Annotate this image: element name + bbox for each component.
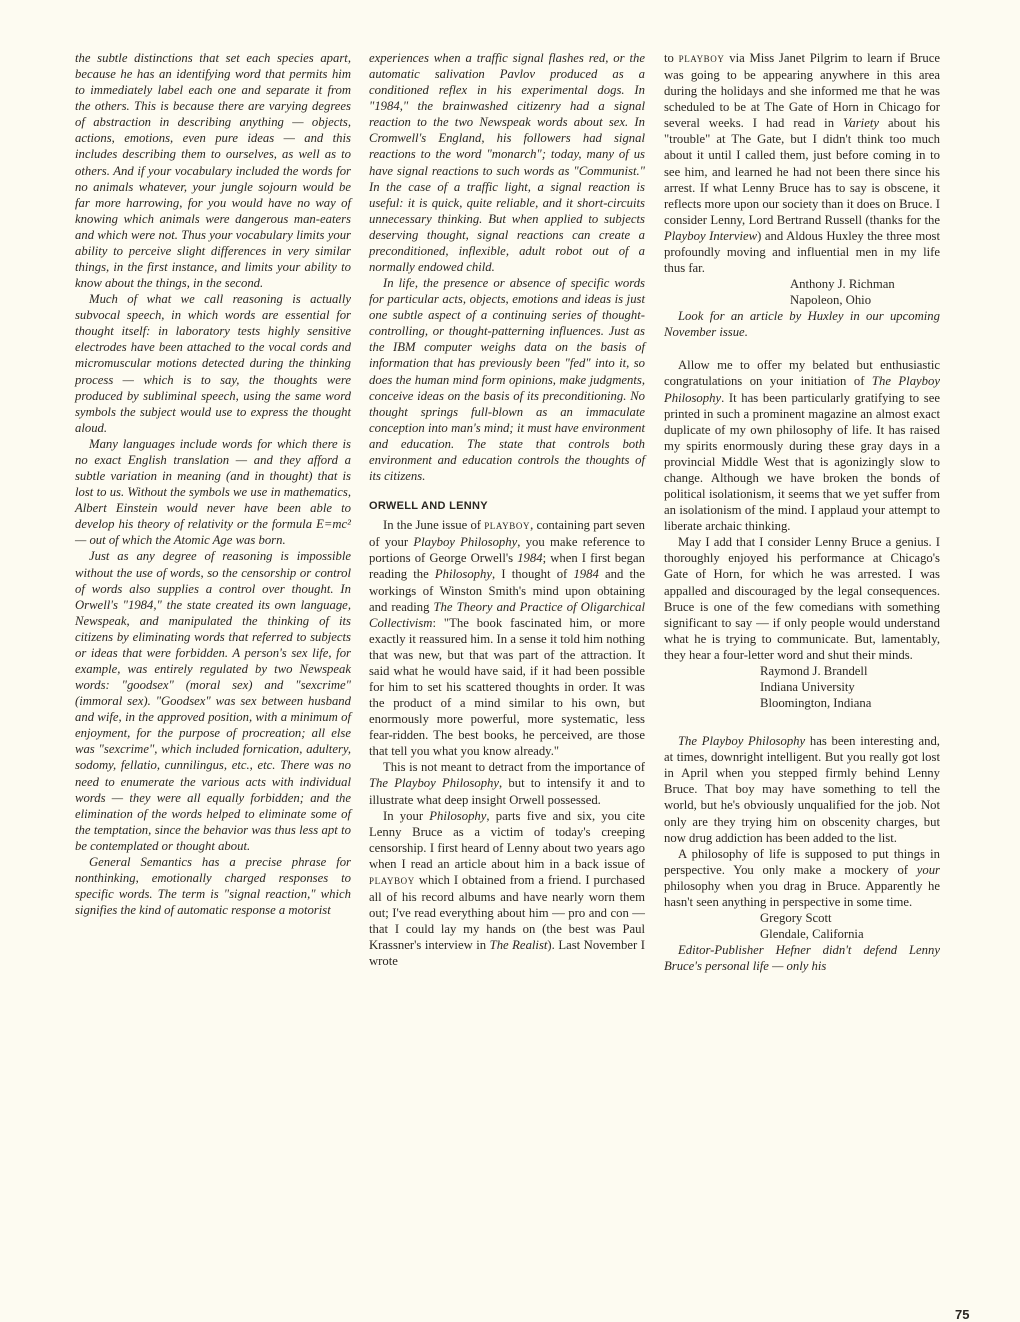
signature-name: Gregory Scott — [760, 910, 832, 925]
letter-paragraph: Allow me to offer my belated but enthusiastic congratulations on your initiation of The Playboy Philosophy. It has been particularly gratifying to see printed in such a prominent magazine an almost exact duplicate of my own philosophy of life. It has raised my spirits enormously during these gray days in a provincial Middle West that is agonizingly slow to change. Although we have broken the bonds of political isolationism, it seems that we yet suffer from an isolationism of the mind. I applaud your attempt to liberate archaic thinking. — [664, 358, 940, 534]
letter-separator — [664, 711, 940, 733]
letter-paragraph: This is not meant to detract from the importance of The Playboy Philosophy, but to intensify it and to illustrate what deep insight Orwell possessed. — [369, 760, 645, 807]
letter-paragraph: In your Philosophy, parts five and six, you cite Lenny Bruce as a victim of today's creeping censorship. I first heard of Lenny about two years ago when I read an article about him in a back issue of PLAYBOY which I obtained from a friend. I purchased all of his record albums and have nearly worn them out; I've read everything about him — pro and con — that I could lay my hands on (the best was Paul Krassner's interview in The Realist). Last November I wrote — [369, 808, 645, 969]
article-column-3 — [664, 50, 940, 974]
article-column-2 — [369, 50, 645, 969]
letter-paragraph: The Playboy Philosophy has been interesting and, at times, downright intelligent. But you really got lost in April when you stepped firmly behind Lenny Bruce. That boy may have something to tell the world, but he's obviously unqualified for the job. Not only are they trying him on obscenity charges, but now drug addiction has been added to the list. — [664, 734, 940, 845]
page-number: 75 — [955, 1307, 970, 1322]
signature-place: Glendale, California — [760, 927, 864, 942]
letter-paragraph: In the June issue of PLAYBOY, containing part seven of your Playboy Philosophy, you make reference to portions of George Orwell's 1984; when I first began reading the Philosophy, I thought of 1984 and the workings of Winston Smith's mind upon obtaining and reading The Theory and Practice of Oligarchical Collectivism: "The book fascinated him, or more exactly it reassured him. In a sense it told him nothing that was new, but that was part of the attraction. It said what he would have said, if it had been possible for him to set his scattered thoughts in order. It was the product of a mind similar to his own, but enormously more powerful, more systematic, less fear-ridden. The best books, he perceived, are those that tell you what you know already." — [369, 518, 645, 759]
signature-name: Raymond J. Brandell — [760, 663, 868, 678]
section-heading: ORWELL AND LENNY — [369, 500, 488, 513]
signature-place: Napoleon, Ohio — [790, 293, 872, 308]
signature-name: Anthony J. Richman — [790, 277, 895, 292]
paragraph: the subtle distinctions that set each species apart, because he has an identifying word that permits him to immediately label each one and separate it from the others. This is because there are varying degrees of abstraction in describing anything — objects, actions, emotions, even pure ideas — and this includes describing them to ourselves, as well as to others. And if your vocabulary included the words for no animals whatever, your jungle sojourn would be far more harrowing, for you would have no way of knowing which animals were dangerous man-eaters and which were not. Thus your vocabulary limits your ability to perceive slight differences in very similar things, in the first instance, and limits your ability to know about the things, in the second. — [75, 51, 351, 291]
paragraph: Many languages include words for which there is no exact English translation — and they afford a subtle variation in meaning (and in thought) that is lost to us. Without the symbols we use in mathematics, Albert Einstein would never have been able to develop his theory of relativity or the formula E=mc² — out of which the Atomic Age was born. — [75, 436, 351, 548]
letter-paragraph: May I add that I consider Lenny Bruce a genius. I thoroughly enjoyed his performance at Chicago's Gate of Horn, for which he was arrested. I was appalled and discouraged by the legal consequences. Bruce is one of the few comedians with something significant to say — if only people would understand what he is trying to communicate. But, lamentably, they hear a four-letter word and shut their minds. — [664, 535, 940, 662]
paragraph: experiences when a traffic signal flashes red, or the automatic salivation Pavlov produced as a conditioned reflex in his experimental dogs. In "1984," the brainwashed citizenry had a signal reaction to the two Newspeak words about sex. In Cromwell's England, his followers had signal reactions to the word "monarch"; today, many of us have signal reactions to such words as "Communist." In the case of a traffic light, a signal reaction is useful: it is quick, quite reliable, and it short-circuits unnecessary thinking. But when applied to subjects deserving thought, signal reactions can create a preconditioned, inflexible, adult robot out of a normally endowed child. — [369, 51, 645, 275]
letter-separator — [664, 340, 940, 357]
editor-reply: Editor-Publisher Hefner didn't defend Lenny Bruce's personal life — only his — [664, 943, 940, 974]
signature-school: Indiana University — [760, 679, 855, 694]
paragraph: Much of what we call reasoning is actually subvocal speech, in which words are essential for thought itself: in laboratory tests highly sensitive electrodes have been attached to the vocal cords and micromuscular motions detected during the thinking process — which is to say, the thoughts were produced by subliminal speech, using the same word symbols the subject would use to express the thought aloud. — [75, 292, 351, 435]
paragraph: In life, the presence or absence of specific words for particular acts, objects, emotions and ideas is just one subtle aspect of a continuing series of thought-controlling, or thought-patterning influences. Just as the IBM computer weighs data on the basis of information that has previously been "fed" into it, so does the human mind form opinions, make judgments, conceive ideas on the basis of its preconditioning. No thought springs full-blown as an immaculate conception into man's mind; it must have environment and education. The state that controls both environment and education controls the thoughts of its citizens. — [369, 276, 645, 484]
signature-place: Bloomington, Indiana — [760, 696, 872, 711]
article-column-1 — [75, 50, 351, 918]
paragraph: Just as any degree of reasoning is impossible without the use of words, so the censorship or control of words also supplies a control over thought. In Orwell's "1984," the state created its own language, Newspeak, and manipulated the thinking of its citizens by eliminating words that referred to subjects or ideas that were forbidden. A person's sex life, for example, was entirely regulated by two Newspeak words: "goodsex" (moral sex) and "sexcrime" (immoral sex). "Goodsex" was sex between husband and wife, in the approved position, with a minimum of enjoyment, for the purpose of procreation; all else was "sexcrime", which included fornication, adultery, sodomy, fellatio, cunnilingus, etc., etc. There was no need to enumerate the various acts with individual words — they were all equally forbidden; and the elimination of the words helped to eliminate some of the temptation, since the behavior was thus less apt to be contemplated or thought about. — [75, 549, 351, 853]
letter-paragraph: A philosophy of life is supposed to put things in perspective. You only make a mockery of your philosophy when you drag in Bruce. Apparently he hasn't seen anything in perspective in some time. — [664, 846, 940, 909]
letter-paragraph: to PLAYBOY via Miss Janet Pilgrim to learn if Bruce was going to be appearing anywhere in this area during the holidays and she informed me that he was scheduled to be at The Gate of Horn in Chicago for several weeks. I had read in Variety about his "trouble" at The Gate, but I didn't think too much about it until I called them, just before coming in to see him, and learned he had not been there since his arrest. If what Lenny Bruce has to say is obscene, it reflects more upon our society than it does on Bruce. I consider Lenny, Lord Bertrand Russell (thanks for the Playboy Interview) and Aldous Huxley the three most profoundly moving and influential men in my life thus far. — [664, 51, 940, 276]
paragraph: General Semantics has a precise phrase for nonthinking, emotionally charged responses to specific words. The term is "signal reaction," which signifies the kind of automatic response a motorist — [75, 854, 351, 918]
editor-reply: Look for an article by Huxley in our upcoming November issue. — [664, 309, 940, 340]
